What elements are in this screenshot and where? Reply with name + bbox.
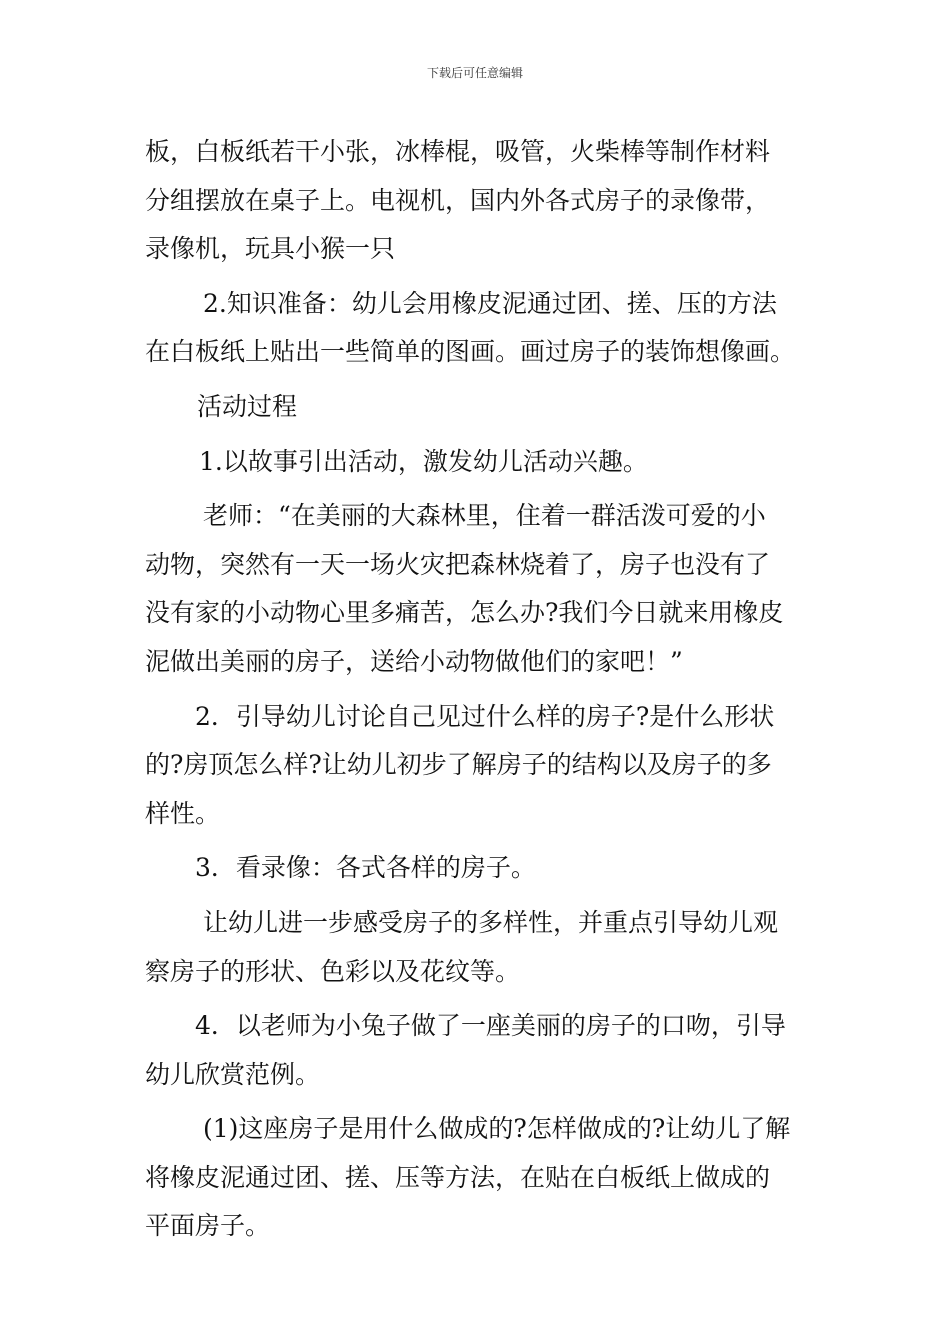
paragraph-first-line: 1.以故事引出活动，激发幼儿活动兴趣。 <box>199 446 648 476</box>
page-header: 下载后可任意编辑 <box>426 66 523 80</box>
text-line: 泥做出美丽的房子，送给小动物做他们的家吧！” <box>145 646 683 676</box>
paragraph-first-line: 2．引导幼儿讨论自己见过什么样的房子?是什么形状 <box>195 701 775 731</box>
text-line: 在白板纸上贴出一些简单的图画。画过房子的装饰想像画。 <box>145 337 796 367</box>
document-body <box>145 128 809 1251</box>
text-line: 板，白板纸若干小张，冰棒棍，吸管，火柴棒等制作材料 <box>145 137 771 166</box>
paragraph-first-line: 3．看录像：各式各样的房子。 <box>195 853 536 883</box>
text-line: 分组摆放在桌子上。电视机，国内外各式房子的录像带， <box>145 185 771 215</box>
paragraph-first-line: 老师：“在美丽的大森林里，住着一群活泼可爱的小 <box>203 501 766 531</box>
text-line: 录像机，玩具小猴一只 <box>145 234 396 264</box>
text-line: 样性。 <box>145 798 221 828</box>
section-heading: 活动过程 <box>197 391 298 421</box>
paragraph-first-line: 让幼儿进一步感受房子的多样性，并重点引导幼儿观 <box>203 907 779 937</box>
text-line: 没有家的小动物心里多痛苦，怎么办?我们今日就来用橡皮 <box>145 598 784 628</box>
text-line: 幼儿欣赏范例。 <box>145 1059 321 1089</box>
paragraph-first-line: (1)这座房子是用什么做成的?怎样做成的?让幼儿了解 <box>203 1114 791 1144</box>
text-line: 平面房子。 <box>145 1211 271 1241</box>
text-line: 察房子的形状、色彩以及花纹等。 <box>145 956 521 986</box>
paragraph-first-line: 2.知识准备：幼儿会用橡皮泥通过团、搓、压的方法 <box>203 288 777 318</box>
paragraph-first-line: 4．以老师为小兔子做了一座美丽的房子的口吻，引导 <box>195 1011 786 1041</box>
text-line: 的?房顶怎么样?让幼儿初步了解房子的结构以及房子的多 <box>145 750 772 780</box>
text-line: 动物，突然有一天一场火灾把森林烧着了，房子也没有了 <box>145 549 771 579</box>
text-line: 将橡皮泥通过团、搓、压等方法，在贴在白板纸上做成的 <box>145 1162 771 1192</box>
